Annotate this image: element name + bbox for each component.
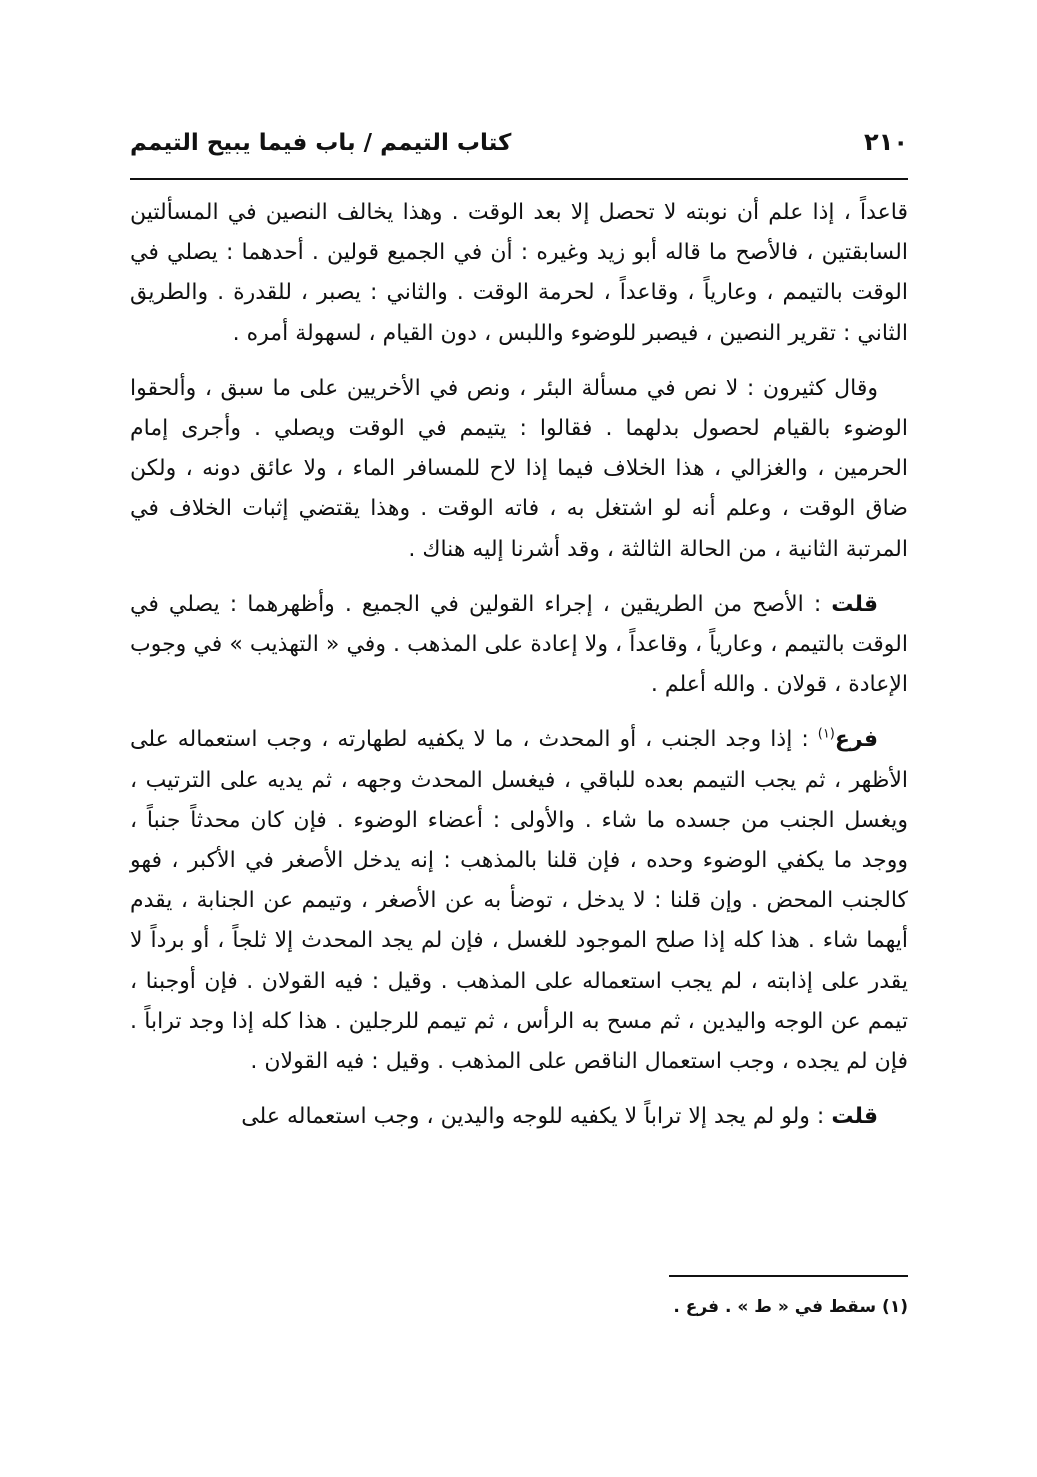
footnote-mark: (١) [817,727,835,743]
footnote: (١) سقط في « ط » . فرع . [673,1297,908,1317]
qultu-lead-2: قلت [831,1104,878,1130]
running-title: كتاب التيمم / باب فيما يبيح التيمم [130,130,512,156]
paragraph-4 [130,720,908,1082]
paragraph-5 [130,1097,908,1137]
footnote-rule [669,1275,908,1277]
paragraph-3: قلت : الأصح من الطريقين ، إجراء القولين في الجميع . وأظهرهما : يصلي في الوقت بالتيمم ، وعارياً ، وقاعداً ، ولا إعادة على المذهب . وفي « التهذيب » في وجوب الإعادة ، قولان . والله أعلم . [130,591,908,698]
far-lead: فرع [834,727,878,753]
header-rule [130,178,908,180]
paragraph-2: وقال كثيرون : لا نص في مسألة البئر ، ونص في الأخريين على ما سبق ، وألحقوا الوضوء بالقيام لحصول بدلهما . فقالوا : يتيمم في الوقت ويصلي . وأجرى إمام الحرمين ، والغزالي ، هذا الخلاف فيما إذا لاح للمسافر الماء ، ولا عائق دونه ، ولكن ضاق الوقت ، وعلم أنه لو اشتغل به ، فاته الوقت . وهذا يقتضي إثبات الخلاف في المرتبة الثانية ، من الحالة الثالثة ، وقد أشرنا إليه هناك . [130,375,908,562]
paragraph-3-text: الأصح من الطريقين ، إجراء القولين في الجميع . وأظهرهما : يصلي في الوقت بالتيمم ، وعارياً ، وقاعداً ، ولا إعادة على المذهب . وفي « التهذيب » في وجوب الإعادة ، قولان . والله أعلم . [130,591,908,698]
main-text [130,193,908,1152]
qultu-lead-1: قلت [831,591,878,617]
page-number: ٢١٠ [864,128,908,156]
paragraph-5-text: : ولو لم يجد إلا تراباً لا يكفيه للوجه واليدين ، وجب استعماله على [241,1104,832,1130]
paragraph-1: قاعداً ، إذا علم أن نوبته لا تحصل إلا بعد الوقت . وهذا يخالف النصين في المسألتين السابقتين ، فالأصح ما قاله أبو زيد وغيره : أن في الجميع قولين . أحدهما : يصلي في الوقت بالتيمم ، وعارياً ، وقاعداً ، لحرمة الوقت . والثاني : يصبر ، للقدرة . والطريق الثاني : تقرير النصين ، فيصبر للوضوء واللبس ، دون القيام ، لسهولة أمره . [130,200,908,346]
paragraph-4-text: : إذا وجد الجنب ، أو المحدث ، ما لا يكفيه لطهارته ، وجب استعماله على الأظهر ، ثم يجب التيمم بعده للباقي ، فيغسل المحدث وجهه ، ثم يديه على الترتيب ، ويغسل الجنب من جسده ما شاء . والأولى : أعضاء الوضوء . فإن كان محدثاً جنباً ، ووجد ما يكفي الوضوء وحده ، فإن قلنا بالمذهب : إنه يدخل الأصغر في الأكبر ، فهو كالجنب المحض . وإن قلنا : لا يدخل ، توضأ به عن الأصغر ، وتيمم عن الجنابة ، يقدم أيهما شاء . هذا كله إذا صلح الموجود للغسل ، فإن لم يجد المحدث إلا ثلجاً ، أو برداً لا يقدر على إذابته ، لم يجب استعماله على المذهب . وقيل : فيه القولان . فإن أوجبنا ، تيمم عن الوجه واليدين ، ثم مسح به الرأس ، ثم تيمم للرجلين . هذا كله إذا وجد تراباً . فإن لم يجده ، وجب استعمال الناقص على المذهب . وقيل : فيه القولان . [130,727,908,1075]
running-head [130,128,908,168]
